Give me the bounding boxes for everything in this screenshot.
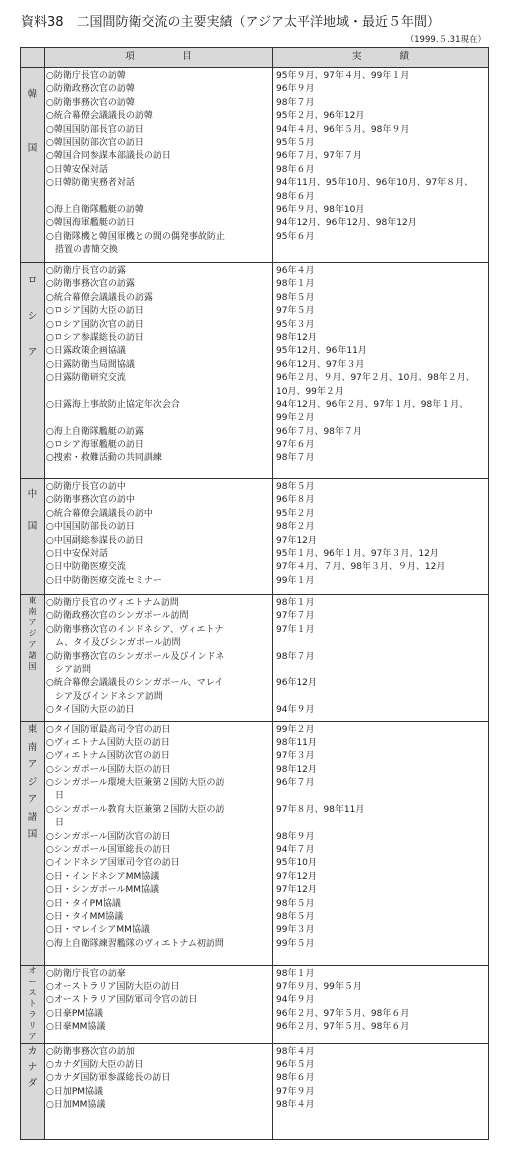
item-line: ○防衛政務次官のシンガポール訪問 <box>46 611 189 622</box>
result-line: 94年９月 <box>276 995 315 1006</box>
country-cell <box>21 595 45 722</box>
item-line: ○捜索・救難活動の共同訓練 <box>46 453 162 464</box>
country-char: ア <box>27 759 38 771</box>
result-line: 96年９月、98年10月 <box>276 204 365 215</box>
country-cell <box>21 479 45 595</box>
item-cell <box>45 479 273 595</box>
result-line <box>273 244 488 257</box>
country-char: カ <box>27 1045 38 1057</box>
result-line: 95年１月、96年１月、97年３月、12月 <box>276 548 439 559</box>
result-line <box>273 790 488 803</box>
country-name <box>21 595 44 672</box>
item-line: 日 <box>46 818 65 829</box>
result-line: 96年12月、97年３月 <box>276 359 365 370</box>
result-line: 97年９月、99年５月 <box>276 981 362 992</box>
item-line: ○防衛政務次官の訪韓 <box>46 84 135 95</box>
item-cell <box>45 263 273 479</box>
country-char: 東 <box>28 595 37 605</box>
item-line <box>45 191 272 204</box>
country-char: 諸 <box>27 811 38 823</box>
item-line: ○インドネシア国軍司令官の訪日 <box>46 858 180 869</box>
exchange-table <box>20 47 489 1140</box>
result-line: 99年２月 <box>276 413 315 424</box>
item-line: ○日・タイPM協議 <box>46 898 121 909</box>
country-char: 国 <box>27 829 38 840</box>
country-char: リ <box>28 1021 37 1031</box>
result-line: 99年２月 <box>276 724 315 735</box>
result-line: 96年８月 <box>276 495 315 506</box>
item-line: ○防衛事務次官の訪韓 <box>46 97 135 108</box>
result-cell <box>273 595 489 722</box>
country-cell <box>21 721 45 965</box>
item-line: ○防衛事務次官のシンガポール及びインドネ <box>46 651 225 662</box>
result-line <box>273 664 488 677</box>
country-name <box>21 722 44 844</box>
country-char: ー <box>28 977 37 987</box>
section-row-korea <box>21 68 489 263</box>
section-row-canada <box>21 1043 489 1139</box>
item-line: ○日韓防衛実務者対話 <box>46 178 135 189</box>
result-line: 96年７月 <box>276 778 315 789</box>
result-line: 97年５月 <box>276 306 315 317</box>
item-line: ○統合幕僚会議議長の訪中 <box>46 508 153 519</box>
result-line <box>273 637 488 650</box>
table-header-row <box>21 48 489 68</box>
result-line <box>273 691 488 704</box>
item-line: ○日中防衛医療交流セミナー <box>46 575 162 586</box>
country-name <box>21 479 44 543</box>
item-line: ○日・シンガポールMM協議 <box>46 885 159 896</box>
item-line: ○防衛事務次官の訪中 <box>46 495 135 506</box>
country-char: ナ <box>27 1061 38 1073</box>
result-line: 99年５月 <box>276 938 315 949</box>
item-line: ○統合幕僚会議議長のシンガポール、マレイ <box>46 678 224 689</box>
country-name <box>21 1044 44 1092</box>
item-line: ○日韓安保対話 <box>46 164 108 175</box>
item-line <box>45 412 272 425</box>
result-line <box>273 817 488 830</box>
item-cell <box>45 1043 273 1139</box>
result-cell <box>273 479 489 595</box>
item-line: ○防衛事務次官の訪露 <box>46 279 135 290</box>
item-cell <box>45 595 273 722</box>
item-line: ○自衛隊機と韓国軍機との間の偶発事故防止 <box>46 231 225 242</box>
item-line: ○ロシア国防次官の訪日 <box>46 319 144 330</box>
item-line: ○カナダ国防軍参謀総長の訪日 <box>46 1073 171 1084</box>
country-cell <box>21 68 45 263</box>
result-line: 94年４月、96年５月、98年９月 <box>276 124 410 135</box>
item-line: ○中国副総参謀長の訪日 <box>46 535 144 546</box>
item-line: ○韓国国防部長官の訪日 <box>46 124 144 135</box>
result-line: 96年２月、97年５月、98年６月 <box>276 1008 410 1019</box>
country-char: ア <box>28 639 37 649</box>
result-line: 96年９月 <box>276 84 315 95</box>
result-line: 95年３月 <box>276 319 315 330</box>
country-char: 国 <box>28 661 37 671</box>
section-row-australia <box>21 965 489 1043</box>
result-line: 97年１月 <box>276 624 315 635</box>
country-char: 南 <box>27 741 38 753</box>
result-line: 94年12月、96年２月、97年１月、98年１月、 <box>276 399 469 410</box>
country-char: ラ <box>28 1010 37 1020</box>
item-line: ○日豪MM協議 <box>46 1022 106 1033</box>
country-cell <box>21 1043 45 1139</box>
result-line: 96年７月、97年７月 <box>276 151 362 162</box>
result-line: 96年４月 <box>276 266 315 276</box>
item-line: ○シンガポール教育大臣兼第２国防大臣の訪 <box>46 804 225 815</box>
item-line: ○タイ国防軍最高司令官の訪日 <box>46 724 171 735</box>
section-row-russia <box>21 263 489 479</box>
result-line: 95年10月 <box>276 858 317 869</box>
item-line: ○日・インドネシアMM協議 <box>46 871 160 882</box>
header-result: 実 績 <box>273 48 489 68</box>
result-line: 98年９月 <box>276 831 315 842</box>
item-line: ○防衛庁長官のヴィエトナム訪問 <box>46 598 179 608</box>
country-name <box>21 68 44 175</box>
item-line: ○統合幕僚会議議長の訪韓 <box>46 111 153 122</box>
result-line: 98年７月 <box>276 651 315 662</box>
country-char: 国 <box>27 521 38 533</box>
result-line: 95年２月、96年12月 <box>276 111 365 122</box>
item-line: ○日加MM協議 <box>46 1100 106 1111</box>
item-line: ○防衛庁長官の訪露 <box>46 266 126 276</box>
result-line: 96年２月、９月、97年２月、10月、98年２月、 <box>276 373 475 384</box>
item-cell <box>45 721 273 965</box>
result-line: 97年12月 <box>276 885 317 896</box>
result-line: 97年３月 <box>276 751 315 762</box>
item-line: ○防衛事務次官のインドネシア、ヴィエトナ <box>46 624 224 635</box>
country-char: ジ <box>27 776 38 788</box>
result-line: 98年５月 <box>276 898 315 909</box>
item-line: ○日中防衛医療交流 <box>46 562 126 573</box>
item-line: ○海上自衛隊艦艇の訪露 <box>46 426 144 437</box>
country-char: オ <box>28 966 37 976</box>
item-line: ○海上自衛隊練習艦隊のヴィエトナム初訪問 <box>46 938 224 949</box>
item-line: シア及びインドネシア訪問 <box>46 691 163 702</box>
item-line: ○韓国合同参謀本部議長の訪日 <box>46 151 171 162</box>
item-line: ○防衛庁長官の訪韓 <box>46 71 126 81</box>
result-cell <box>273 68 489 263</box>
item-line: ○シンガポール国防大臣の訪日 <box>46 764 171 775</box>
country-char: ダ <box>27 1077 38 1089</box>
result-line: 98年６月 <box>276 191 315 202</box>
result-line: 95年12月、96年11月 <box>276 346 367 357</box>
country-char: ロ <box>27 275 38 287</box>
result-line: 98年２月 <box>276 522 315 533</box>
result-line: 98年４月 <box>276 1046 315 1057</box>
item-line: ○韓国国防部次官の訪日 <box>46 137 144 148</box>
result-line: 97年７月 <box>276 611 315 622</box>
result-line: 98年12月 <box>276 764 317 775</box>
item-line: ○シンガポール国防次官の訪日 <box>46 831 171 842</box>
item-line: ○韓国海軍艦艇の訪日 <box>46 218 135 229</box>
item-line: ○防衛庁長官の訪豪 <box>46 968 126 979</box>
section-row-sea1 <box>21 595 489 722</box>
result-line: 97年６月 <box>276 440 315 451</box>
result-line: 98年12月 <box>276 332 317 343</box>
item-line: ○日露政策企画協議 <box>46 346 126 357</box>
result-line: 95年５月 <box>276 137 315 148</box>
result-line: 98年１月 <box>276 598 315 608</box>
result-line: 95年２月 <box>276 508 315 519</box>
item-line: ○防衛事務次官の訪加 <box>46 1046 135 1057</box>
header-country-blank <box>21 48 45 68</box>
item-line: ○ヴィエトナム国防次官の訪日 <box>46 751 170 762</box>
country-char: ア <box>28 1032 37 1042</box>
result-line: 98年１月 <box>276 968 315 979</box>
country-char: 韓 <box>27 89 38 101</box>
item-line: ○オーストラリア国防大臣の訪日 <box>46 981 180 992</box>
result-line: 10月、99年２月 <box>276 386 344 397</box>
item-line <box>45 386 272 399</box>
item-line: ○ロシア参謀総長の訪日 <box>46 332 144 343</box>
item-line: 措置の書簡交換 <box>46 245 119 256</box>
result-cell <box>273 721 489 965</box>
country-cell <box>21 965 45 1043</box>
result-line: 99年３月 <box>276 925 315 936</box>
as-of-date: （1999.５.31現在） <box>405 35 486 45</box>
result-line: 94年11月、95年10月、96年10月、97年８月、 <box>276 178 474 189</box>
item-line: ○日・マレイシアMM協議 <box>46 925 150 936</box>
item-line: ○日露防衛研究交流 <box>46 373 126 384</box>
item-line: 日 <box>46 791 65 802</box>
section-row-sea2 <box>21 721 489 965</box>
item-line: ○日・タイMM協議 <box>46 911 124 922</box>
item-line: ○日露防衛当局間協議 <box>46 359 135 370</box>
result-line: 99年１月 <box>276 575 315 586</box>
country-char: 国 <box>27 142 38 154</box>
result-line: 98年７月 <box>276 453 315 464</box>
country-char: ジ <box>28 628 37 638</box>
table-body <box>21 68 489 1140</box>
result-line: 98年４月 <box>276 1100 315 1111</box>
country-char: 南 <box>28 606 37 616</box>
result-line: 98年１月 <box>276 279 315 290</box>
country-char: ア <box>27 347 38 359</box>
result-line: 97年９月 <box>276 1086 315 1097</box>
country-char: ア <box>28 617 37 627</box>
result-cell <box>273 965 489 1043</box>
result-line: 98年６月 <box>276 164 315 175</box>
item-line: ○タイ国防大臣の訪日 <box>46 705 135 716</box>
result-line: 98年７月 <box>276 97 315 108</box>
item-line: ○日豪PM協議 <box>46 1008 104 1019</box>
country-char: ス <box>28 988 37 998</box>
item-line: ○ロシア国防大臣の訪日 <box>46 306 144 317</box>
result-line: 96年７月、98年７月 <box>276 426 362 437</box>
result-line: 94年９月 <box>276 705 315 716</box>
item-line: ○シンガポール国軍総長の訪日 <box>46 845 171 856</box>
country-char: 東 <box>27 724 38 736</box>
result-line: 96年12月 <box>276 678 317 689</box>
result-line: 97年12月 <box>276 535 317 546</box>
result-line: 94年７月 <box>276 845 315 856</box>
item-line: ○海上自衛隊艦艇の訪韓 <box>46 204 144 215</box>
result-line: 97年12月 <box>276 871 317 882</box>
item-line: ム、タイ及びシンガポール訪問 <box>46 638 181 649</box>
result-line: 98年11月 <box>276 737 317 748</box>
result-cell <box>273 1043 489 1139</box>
item-line: ○中国国防部長の訪日 <box>46 522 135 533</box>
item-line: ○オーストラリア国防軍司令官の訪日 <box>46 995 198 1006</box>
item-line: ○シンガポール環境大臣兼第２国防大臣の訪 <box>46 778 225 789</box>
item-line: ○日加PM協議 <box>46 1086 104 1097</box>
section-row-china <box>21 479 489 595</box>
result-line: 96年２月、97年５月、98年６月 <box>276 1022 410 1033</box>
item-line: ○統合幕僚会議議長の訪露 <box>46 292 153 303</box>
result-line: 95年９月、97年４月、99年１月 <box>276 71 410 81</box>
country-char: シ <box>27 311 38 323</box>
result-line: 97年４月、７月、98年３月、９月、12月 <box>276 562 446 573</box>
country-name <box>21 966 44 1043</box>
item-line: ○日露海上事故防止協定年次会合 <box>46 399 180 410</box>
country-char: ア <box>27 794 38 806</box>
page-title: 資料38 二国間防衛交流の主要実績（アジア太平洋地域・最近５年間） <box>21 15 441 30</box>
item-line: シア訪問 <box>46 664 92 675</box>
item-line: ○防衛庁長官の訪中 <box>46 482 126 492</box>
result-line: 98年６月 <box>276 1073 315 1084</box>
result-line: 96年５月 <box>276 1059 315 1070</box>
country-name <box>21 263 44 371</box>
country-char: 諸 <box>28 650 37 660</box>
item-line: ○ロシア海軍艦艇の訪日 <box>46 440 144 451</box>
header-item: 項 目 <box>45 48 273 68</box>
country-cell <box>21 263 45 479</box>
item-cell <box>45 965 273 1043</box>
item-line: ○カナダ国防大臣の訪日 <box>46 1059 144 1070</box>
item-cell <box>45 68 273 263</box>
result-cell <box>273 263 489 479</box>
result-line: 98年５月 <box>276 911 315 922</box>
result-line: 98年５月 <box>276 292 315 303</box>
item-line: ○ヴィエトナム国防大臣の訪日 <box>46 737 170 748</box>
result-line: 95年６月 <box>276 231 315 242</box>
result-line: 94年12月、96年12月、98年12月 <box>276 218 417 229</box>
item-line: ○日中安保対話 <box>46 548 108 559</box>
result-line: 98年５月 <box>276 482 315 492</box>
result-line: 97年８月、98年11月 <box>276 804 365 815</box>
country-char: 中 <box>27 489 38 501</box>
country-char: ト <box>28 999 37 1009</box>
